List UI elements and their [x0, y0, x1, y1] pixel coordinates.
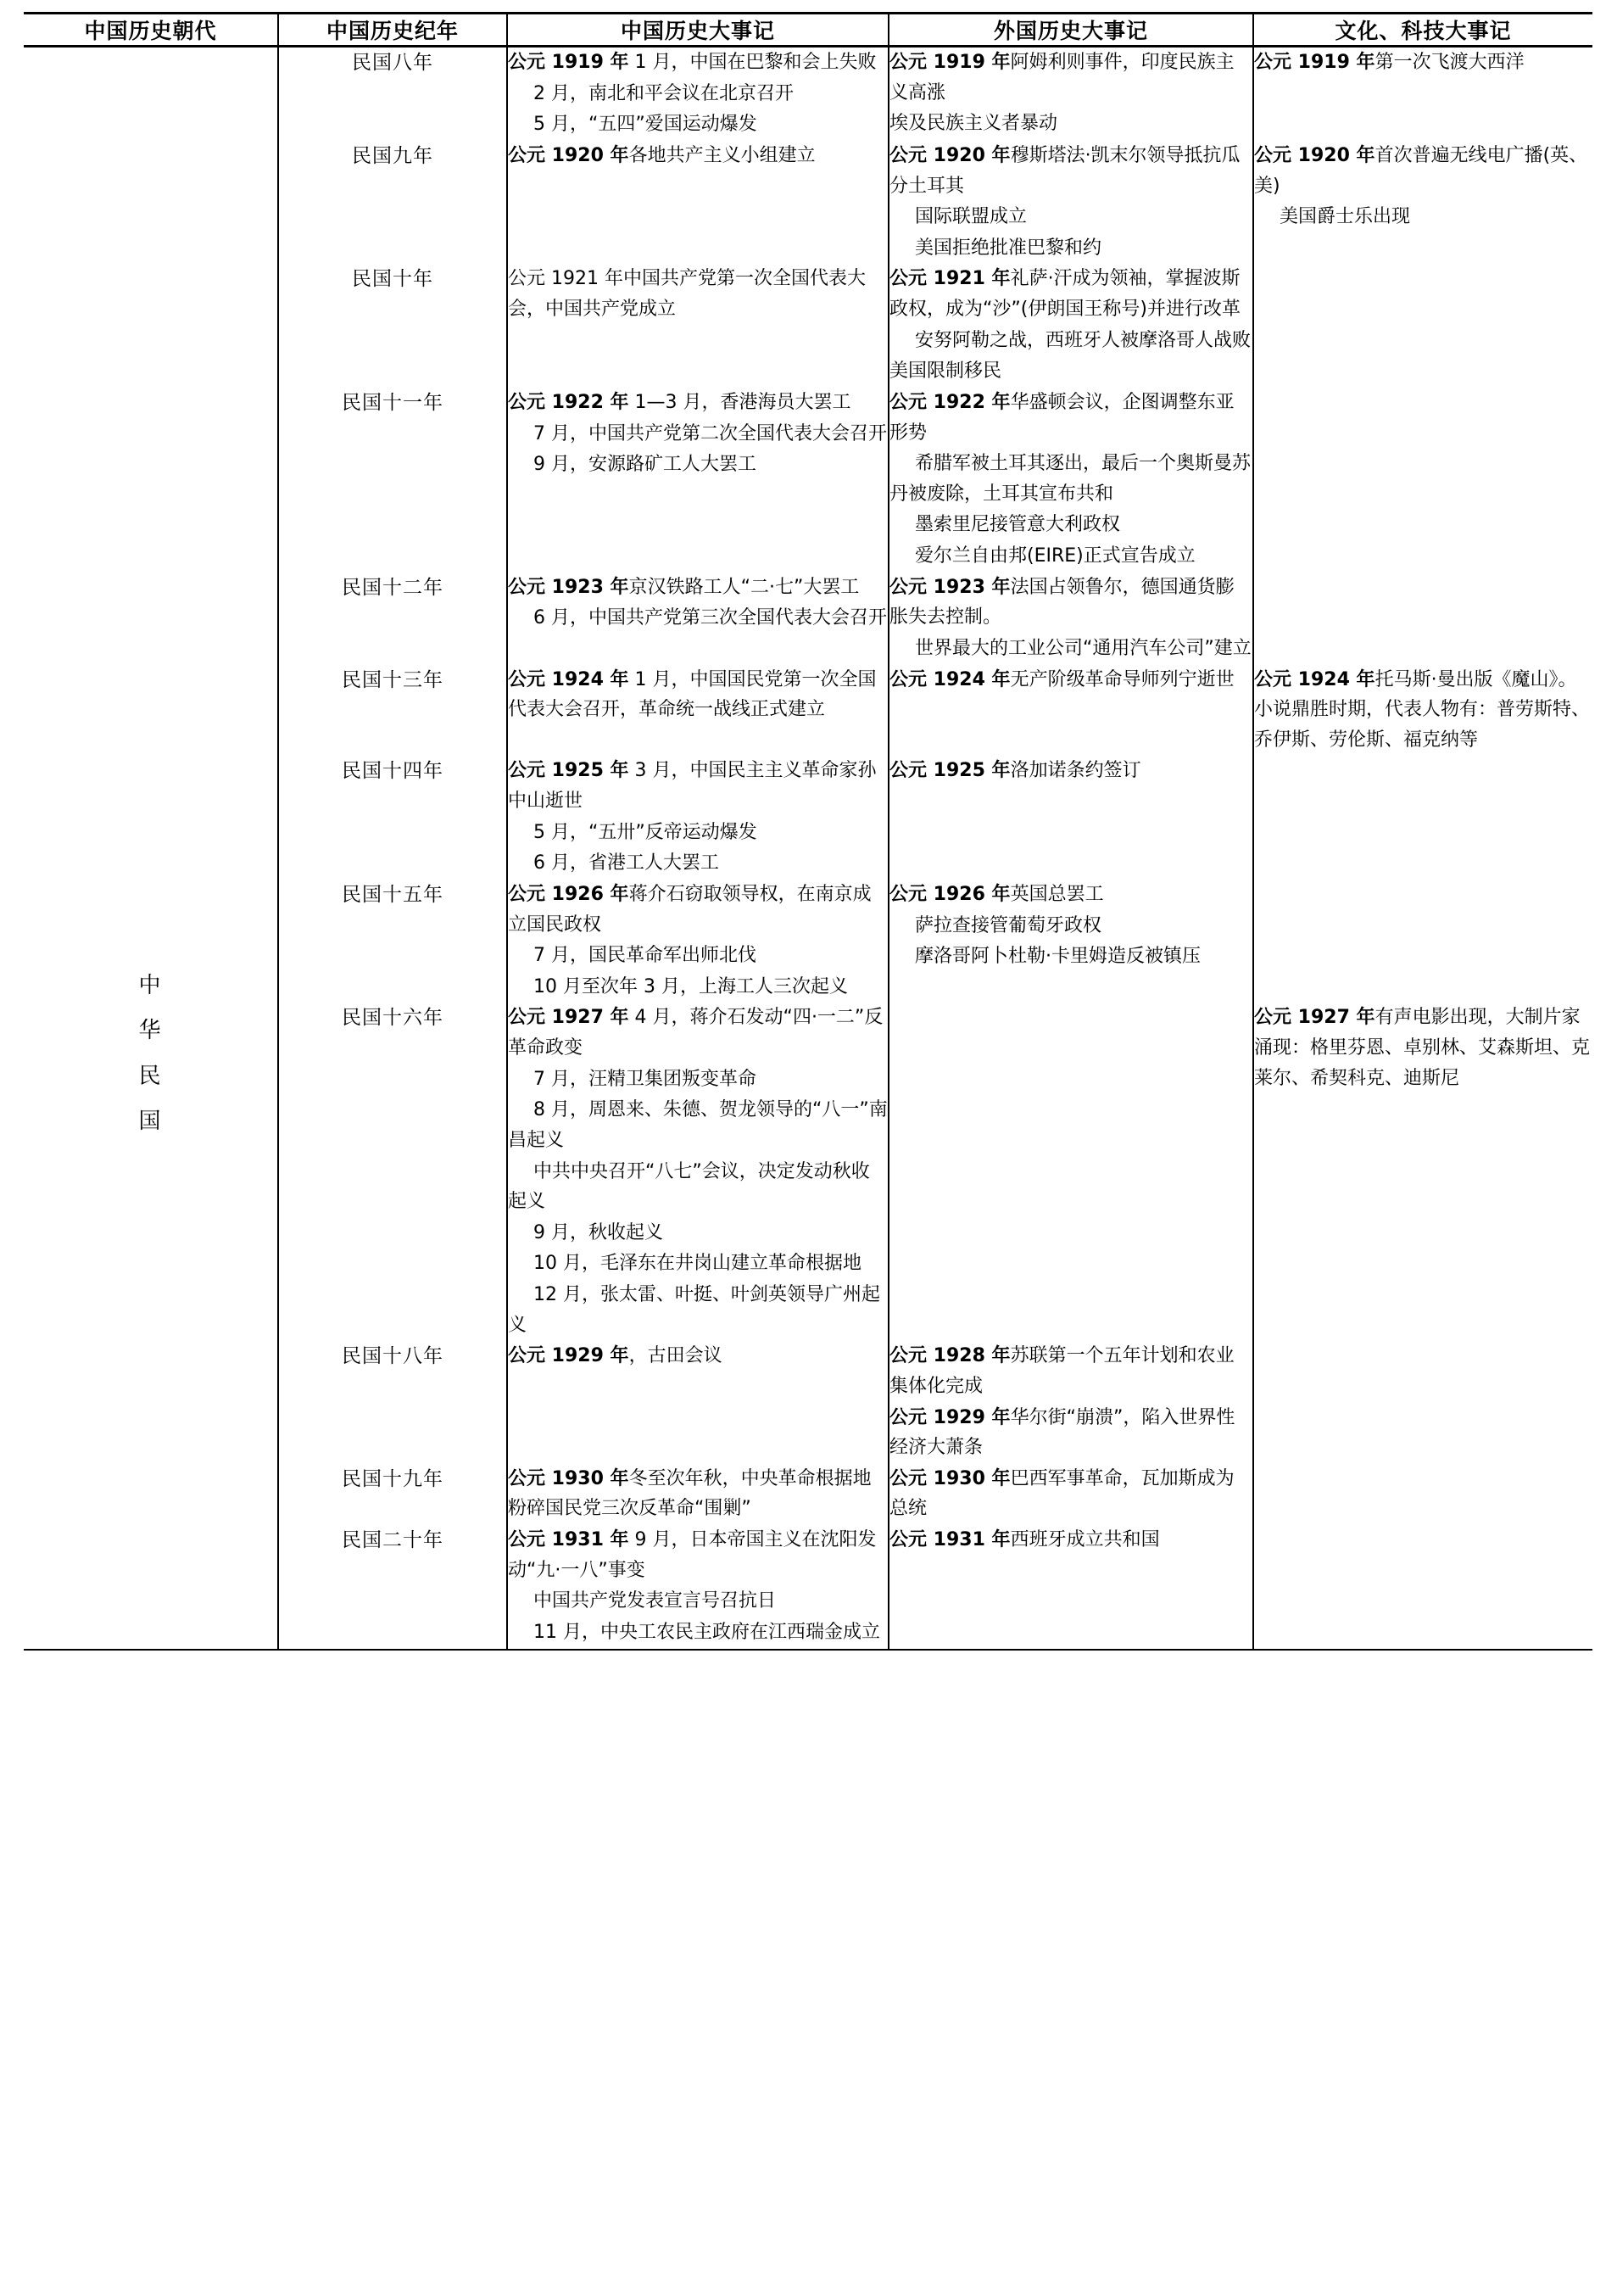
foreign-events-cell-entry: 墨索里尼接管意大利政权: [915, 514, 1121, 536]
foreign-events-cell-entry: 公元 1931 年西班牙成立共和国: [889, 1529, 1160, 1550]
column-header-china-events: 中国历史大事记: [507, 14, 889, 47]
foreign-events-cell-entry: 安努阿勒之战，西班牙人被摩洛哥人战败: [915, 329, 1252, 351]
china-events-cell-entry: 5 月，“五四”爱国运动爆发: [533, 114, 757, 136]
china-events-cell-entry: 中共中央召开“八七”会议，决定发动秋收起义: [508, 1160, 870, 1213]
china-events-cell-entry: 中国共产党发表宣言号召抗日: [533, 1590, 777, 1612]
foreign-events-cell-entry: 公元 1926 年英国总罢工: [889, 883, 1104, 905]
foreign-events-cell-entry: 摩洛哥阿卜杜勒·卡里姆造反被镇压: [915, 946, 1201, 968]
china-events-cell-entry: 公元 1927 年 4 月，蒋介石发动“四·一二”反革命政变: [508, 1007, 884, 1059]
china-events-cell-entry: 2 月，南北和平会议在北京召开: [533, 82, 794, 104]
dynasty-char: 华: [138, 1018, 163, 1044]
foreign-events-cell-entry: 公元 1929 年华尔街“崩溃”，陷入世界性经济大萧条: [889, 1406, 1235, 1459]
china-events-cell: [507, 1464, 889, 1525]
culture-events-cell-entry: 公元 1924 年托马斯·曼出版《魔山》。小说鼎胜时期，代表人物有：普劳斯特、乔伊斯、劳伦斯、福克纳等: [1254, 668, 1591, 751]
foreign-events-cell-entry: 爱尔兰自由邦(EIRE)正式宣告成立: [915, 545, 1196, 567]
culture-events-cell: [1253, 665, 1592, 757]
foreign-events-cell-entry: 世界最大的工业公司“通用汽车公司”建立: [915, 637, 1252, 659]
foreign-events-cell-entry: 国际联盟成立: [915, 206, 1028, 228]
china-events-cell-entry: 5 月，“五卅”反帝运动爆发: [533, 821, 757, 843]
china-events-cell: [507, 264, 889, 388]
column-header-foreign-events: 外国历史大事记: [889, 14, 1253, 47]
china-events-cell-entry: 7 月，国民革命军出师北伐: [533, 945, 756, 967]
table-header: [24, 14, 1592, 47]
foreign-events-cell: [889, 1341, 1253, 1464]
foreign-events-cell-entry: 美国拒绝批准巴黎和约: [915, 237, 1102, 259]
dynasty-char: 民: [138, 1063, 163, 1089]
foreign-events-cell-entry: 公元 1928 年苏联第一个五年计划和农业集体化完成: [889, 1345, 1235, 1397]
era-cell: 民国十二年: [278, 573, 507, 665]
china-events-cell-entry: 公元 1921 年中国共产党第一次全国代表大会，中国共产党成立: [508, 268, 866, 320]
culture-events-cell: [1253, 47, 1592, 141]
foreign-events-cell-entry: 公元 1919 年阿姆利则事件，印度民族主义高涨: [889, 52, 1235, 103]
column-header-dynasty: 中国历史朝代: [24, 14, 278, 47]
dynasty-char: 国: [138, 1108, 163, 1134]
culture-events-cell: [1253, 1341, 1592, 1464]
era-cell: 民国十六年: [278, 1003, 507, 1341]
culture-events-cell: [1253, 388, 1592, 573]
china-events-cell: [507, 1525, 889, 1649]
foreign-events-cell: [889, 880, 1253, 1003]
china-events-cell-entry: 公元 1923 年京汉铁路工人“二·七”大罢工: [508, 576, 860, 598]
culture-events-cell-entry: 公元 1920 年首次普遍无线电广播(英、美): [1254, 144, 1588, 197]
foreign-events-cell: [889, 141, 1253, 265]
china-events-cell-entry: 公元 1922 年 1—3 月，香港海员大罢工: [508, 391, 851, 413]
china-events-cell-entry: 9 月，秋收起义: [533, 1221, 663, 1243]
foreign-events-cell-entry: 公元 1920 年穆斯塔法·凯末尔领导抵抗瓜分土耳其: [889, 144, 1241, 197]
foreign-events-cell: [889, 1464, 1253, 1525]
culture-events-cell: [1253, 141, 1592, 265]
culture-events-cell-entry: 公元 1927 年有声电影出现，大制片家涌现：格里芬恩、卓别林、艾森斯坦、克莱尔、希契科克、迪斯尼: [1254, 1007, 1591, 1089]
china-events-cell-entry: 公元 1924 年 1 月，中国国民党第一次全国代表大会召开，革命统一战线正式建立: [508, 668, 877, 721]
dynasty-char: 中: [138, 973, 163, 998]
culture-events-cell: [1253, 1464, 1592, 1525]
china-events-cell-entry: 8 月，周恩来、朱德、贺龙领导的“八一”南昌起义: [508, 1099, 888, 1151]
dynasty-cell: [24, 47, 278, 1649]
foreign-events-cell-entry: 美国限制移民: [889, 360, 1002, 383]
culture-events-cell: [1253, 573, 1592, 665]
foreign-events-cell: [889, 388, 1253, 573]
china-events-cell-entry: 公元 1931 年 9 月，日本帝国主义在沈阳发动“九·一八”事变: [508, 1529, 877, 1581]
column-header-culture-events: 文化、科技大事记: [1335, 19, 1512, 43]
china-events-cell: [507, 665, 889, 757]
era-cell: 民国十四年: [278, 756, 507, 880]
era-cell: 民国十九年: [278, 1464, 507, 1525]
china-events-cell-entry: 11 月，中央工农民主政府在江西瑞金成立: [533, 1621, 880, 1643]
china-events-cell-entry: 公元 1920 年各地共产主义小组建立: [508, 144, 816, 166]
culture-events-cell: [1253, 264, 1592, 388]
era-cell: 民国十一年: [278, 388, 507, 573]
china-events-cell-entry: 公元 1925 年 3 月，中国民主主义革命家孙中山逝世: [508, 760, 877, 812]
foreign-events-cell: [889, 264, 1253, 388]
chronology-table: [24, 12, 1592, 1649]
foreign-events-cell-entry: 公元 1925 年洛加诺条约签订: [889, 760, 1141, 782]
table-bottom-rule: [24, 1649, 1592, 1651]
china-events-cell-entry: 公元 1930 年冬至次年秋，中央革命根据地粉碎国民党三次反革命“围剿”: [508, 1467, 872, 1520]
china-events-cell-entry: 公元 1929 年，古田会议: [508, 1345, 722, 1367]
era-cell: 民国八年: [278, 47, 507, 141]
foreign-events-cell: [889, 1525, 1253, 1649]
foreign-events-cell: [889, 756, 1253, 880]
foreign-events-cell-entry: 埃及民族主义者暴动: [889, 113, 1058, 135]
china-events-cell: [507, 47, 889, 141]
china-events-cell: [507, 141, 889, 265]
china-events-cell: [507, 756, 889, 880]
foreign-events-cell-entry: 公元 1922 年华盛顿会议，企图调整东亚形势: [889, 391, 1235, 444]
china-events-cell-entry: 6 月，省港工人大罢工: [533, 852, 719, 874]
table-row: [24, 47, 1592, 141]
culture-events-cell: [1253, 1003, 1592, 1341]
era-cell: 民国十五年: [278, 880, 507, 1003]
culture-events-cell: [1253, 1525, 1592, 1649]
foreign-events-cell-entry: 萨拉查接管葡萄牙政权: [915, 914, 1102, 936]
foreign-events-cell-entry: 公元 1921 年礼萨·汗成为领袖，掌握波斯政权，成为“沙”(伊朗国王称号)并进行改革: [889, 268, 1241, 320]
table-body: [24, 47, 1592, 1649]
china-events-cell-entry: 7 月，中国共产党第二次全国代表大会召开: [533, 422, 887, 444]
china-events-cell: [507, 880, 889, 1003]
china-events-cell-entry: 公元 1926 年蒋介石窃取领导权，在南京成立国民政权: [508, 883, 872, 936]
china-events-cell: [507, 1341, 889, 1464]
culture-events-cell-entry: 美国爵士乐出现: [1280, 206, 1411, 228]
china-events-cell-entry: 公元 1919 年 1 月，中国在巴黎和会上失败: [508, 52, 877, 73]
china-events-cell-entry: 9 月，安源路矿工人大罢工: [533, 454, 756, 476]
culture-events-cell-entry: 公元 1919 年第一次飞渡大西洋: [1254, 52, 1525, 73]
foreign-events-cell: [889, 573, 1253, 665]
culture-events-cell: [1253, 756, 1592, 880]
dynasty-label: [24, 47, 277, 1144]
foreign-events-cell-entry: 公元 1924 年无产阶级革命导师列宁逝世: [889, 668, 1235, 690]
column-header-era: 中国历史纪年: [278, 14, 507, 47]
era-cell: 民国十年: [278, 264, 507, 388]
china-events-cell: [507, 573, 889, 665]
china-events-cell-entry: 10 月，毛泽东在井岗山建立革命根据地: [533, 1253, 861, 1275]
china-events-cell-entry: 6 月，中国共产党第三次全国代表大会召开: [533, 607, 887, 629]
foreign-events-cell: [889, 665, 1253, 757]
foreign-events-cell-entry: 公元 1923 年法国占领鲁尔，德国通货膨胀失去控制。: [889, 576, 1235, 628]
era-cell: 民国二十年: [278, 1525, 507, 1649]
china-events-cell-entry: 7 月，汪精卫集团叛变革命: [533, 1068, 756, 1090]
china-events-cell-entry: 12 月，张太雷、叶挺、叶剑英领导广州起义: [508, 1284, 880, 1336]
era-cell: 民国九年: [278, 141, 507, 265]
foreign-events-cell-entry: 公元 1930 年巴西军事革命，瓦加斯成为总统: [889, 1467, 1235, 1520]
era-cell: 民国十三年: [278, 665, 507, 757]
china-events-cell-entry: 10 月至次年 3 月，上海工人三次起义: [533, 975, 848, 997]
china-events-cell: [507, 1003, 889, 1341]
china-events-cell: [507, 388, 889, 573]
foreign-events-cell: [889, 47, 1253, 141]
foreign-events-cell-entry: 希腊军被土耳其逐出，最后一个奥斯曼苏丹被废除，土耳其宣布共和: [889, 453, 1252, 505]
culture-events-cell: [1253, 880, 1592, 1003]
era-cell: 民国十八年: [278, 1341, 507, 1464]
foreign-events-cell: [889, 1003, 1253, 1341]
